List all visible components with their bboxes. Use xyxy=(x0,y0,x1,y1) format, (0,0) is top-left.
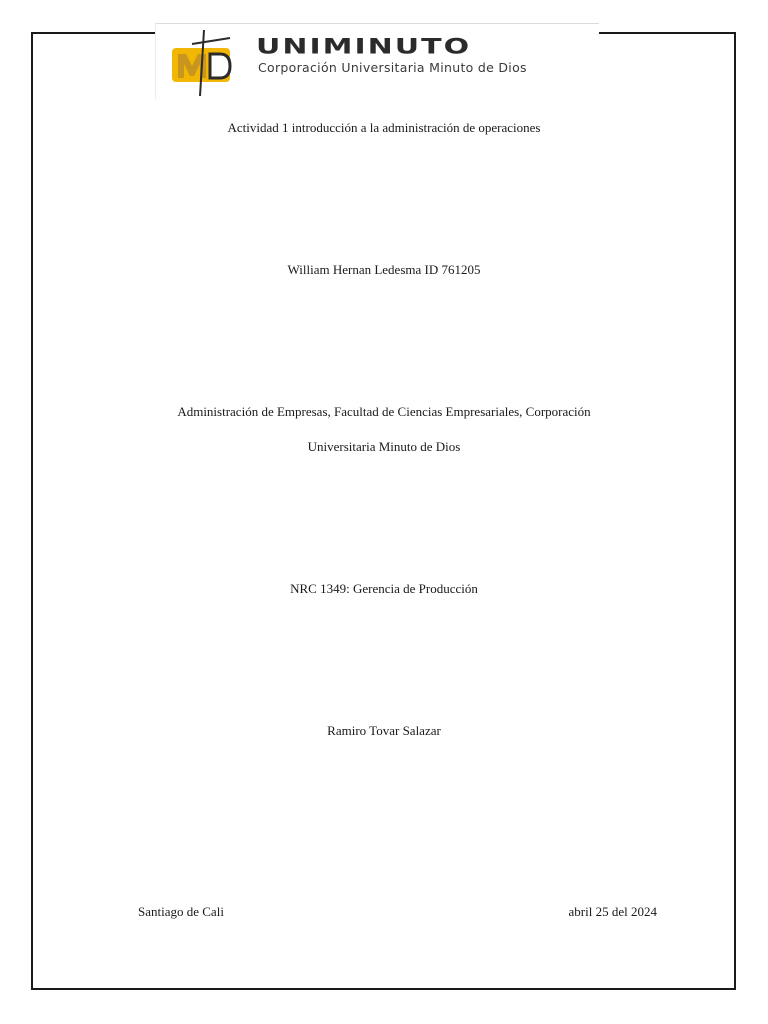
program-line-1: Administración de Empresas, Facultad de Ciencias Empresariales, Corporación xyxy=(177,404,591,419)
instructor-line: Ramiro Tovar Salazar xyxy=(327,723,441,738)
md-emblem-icon xyxy=(170,26,244,98)
logo-wordmark: UNIMINUTO xyxy=(256,33,472,60)
city-text: Santiago de Cali xyxy=(138,904,224,919)
program-line-2: Universitaria Minuto de Dios xyxy=(307,439,461,454)
author-line: William Hernan Ledesma ID 761205 xyxy=(287,262,481,277)
logo-subtitle: Corporación Universitaria Minuto de Dios xyxy=(258,60,527,75)
course-line: NRC 1349: Gerencia de Producción xyxy=(290,581,478,596)
page-border xyxy=(31,32,736,990)
document-title: Actividad 1 introducción a la administración de operaciones xyxy=(227,120,541,135)
university-logo xyxy=(155,23,599,99)
date-text: abril 25 del 2024 xyxy=(568,904,657,919)
